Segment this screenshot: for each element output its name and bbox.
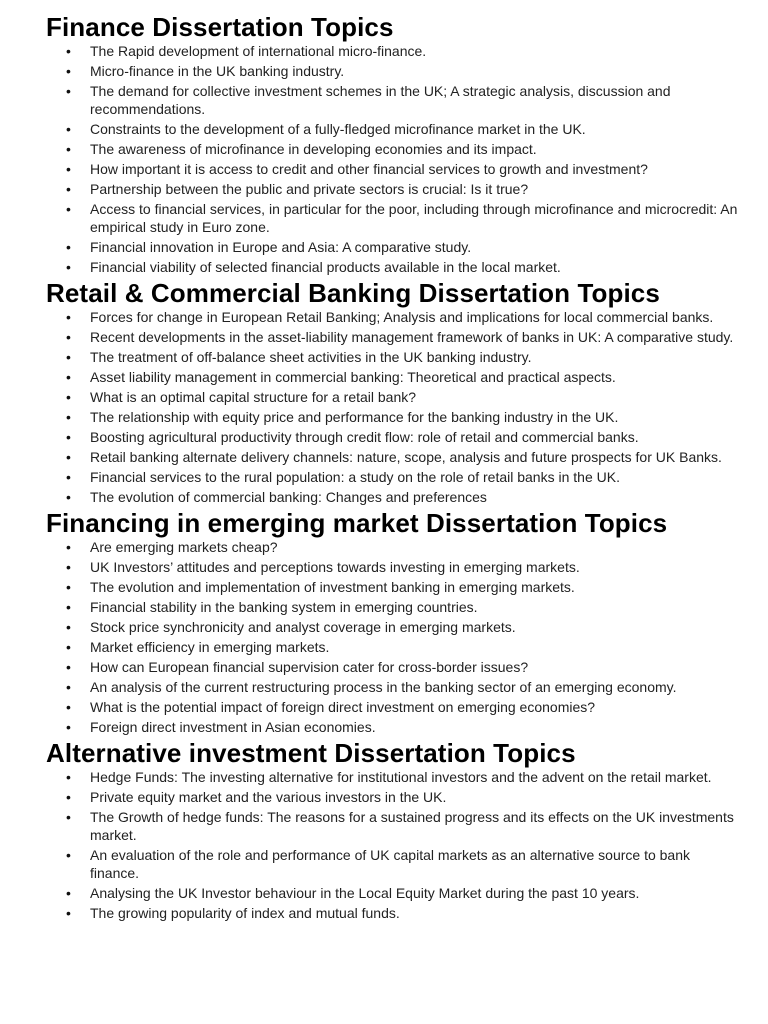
list-item: • The evolution and implementation of investment banking in emerging markets. [46,578,738,596]
section-title: Finance Dissertation Topics [46,12,394,42]
topic-list [46,308,738,506]
list-item: • An evaluation of the role and performance of UK capital markets as an alternative source to bank finance. [46,846,738,882]
list-item: • Foreign direct investment in Asian economies. [46,718,738,736]
list-item: • Recent developments in the asset-liability management framework of banks in UK: A comparative study. [46,328,738,346]
list-item: • What is the potential impact of foreign direct investment on emerging economies? [46,698,738,716]
list-item: • How important it is access to credit and other financial services to growth and investment? [46,160,738,178]
topic-list [46,538,738,736]
list-item: • Market efficiency in emerging markets. [46,638,738,656]
list-item: • Financial services to the rural population: a study on the role of retail banks in the UK. [46,468,738,486]
list-item: • Analysing the UK Investor behaviour in the Local Equity Market during the past 10 years. [46,884,738,902]
list-item: • The evolution of commercial banking: Changes and preferences [46,488,738,506]
list-item: • The growing popularity of index and mutual funds. [46,904,738,922]
list-item: • UK Investors’ attitudes and perceptions towards investing in emerging markets. [46,558,738,576]
list-item: • Stock price synchronicity and analyst coverage in emerging markets. [46,618,738,636]
topic-list [46,42,738,276]
list-item: • Forces for change in European Retail Banking; Analysis and implications for local commercial banks. [46,308,738,326]
list-item: • Financial stability in the banking system in emerging countries. [46,598,738,616]
list-item: • Retail banking alternate delivery channels: nature, scope, analysis and future prospects for UK Banks. [46,448,738,466]
list-item: • Private equity market and the various investors in the UK. [46,788,738,806]
list-item: • The awareness of microfinance in developing economies and its impact. [46,140,738,158]
list-item: • Partnership between the public and private sectors is crucial: Is it true? [46,180,738,198]
list-item: • Financial innovation in Europe and Asia: A comparative study. [46,238,738,256]
list-item: • Hedge Funds: The investing alternative for institutional investors and the advent on the retail market. [46,768,738,786]
list-item: • Access to financial services, in particular for the poor, including through microfinance and microcredit: An empirical study in Euro zone. [46,200,738,236]
topic-list [46,768,738,922]
list-item: • Financial viability of selected financial products available in the local market. [46,258,738,276]
list-item: • Asset liability management in commercial banking: Theoretical and practical aspects. [46,368,738,386]
list-item: • The Rapid development of international micro-finance. [46,42,738,60]
section-finance [46,12,738,276]
list-item: • The relationship with equity price and performance for the banking industry in the UK. [46,408,738,426]
list-item: • How can European financial supervision cater for cross-border issues? [46,658,738,676]
section-emerging-markets [46,508,738,736]
section-title: Retail & Commercial Banking Dissertation Topics [46,278,660,308]
section-retail-banking [46,278,738,506]
list-item: • Micro-finance in the UK banking industry. [46,62,738,80]
list-item: • An analysis of the current restructuring process in the banking sector of an emerging economy. [46,678,738,696]
list-item: • Constraints to the development of a fully-fledged microfinance market in the UK. [46,120,738,138]
list-item: • The demand for collective investment schemes in the UK; A strategic analysis, discussion and recommendations. [46,82,738,118]
list-item: • The treatment of off-balance sheet activities in the UK banking industry. [46,348,738,366]
section-alternative-investment [46,738,738,922]
section-title: Financing in emerging market Dissertation Topics [46,508,668,538]
section-title: Alternative investment Dissertation Topics [46,738,576,768]
list-item: • The Growth of hedge funds: The reasons for a sustained progress and its effects on the UK investments market. [46,808,738,844]
list-item: • Are emerging markets cheap? [46,538,738,556]
list-item: • Boosting agricultural productivity through credit flow: role of retail and commercial banks. [46,428,738,446]
list-item: • What is an optimal capital structure for a retail bank? [46,388,738,406]
